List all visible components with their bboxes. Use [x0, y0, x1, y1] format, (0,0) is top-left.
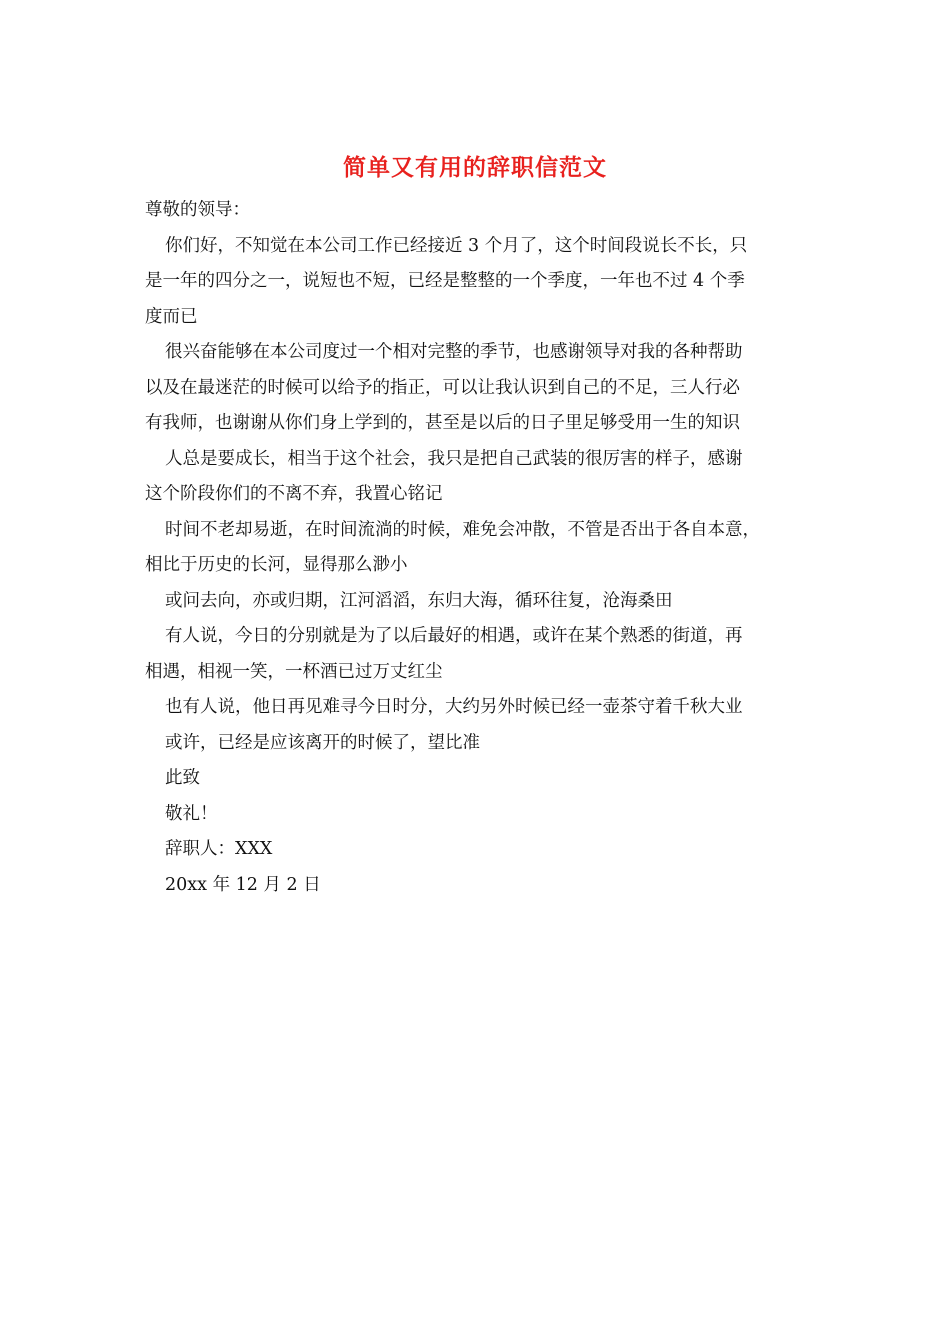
- paragraph-line: 时间不老却易逝，在时间流淌的时候，难免会冲散，不管是否出于各自本意，: [165, 519, 760, 540]
- date-line: 20xx 年 12 月 2 日: [165, 874, 321, 895]
- paragraph-line: 很兴奋能够在本公司度过一个相对完整的季节，也感谢领导对我的各种帮助: [165, 342, 743, 362]
- paragraph-line: 以及在最迷茫的时候可以给予的指正，可以让我认识到自己的不足，三人行必: [145, 377, 740, 398]
- letter-body: [145, 193, 810, 903]
- paragraph-line: 是一年的四分之一，说短也不短，已经是整整的一个季度，一年也不过 4 个季: [145, 271, 745, 291]
- paragraph-line: 你们好，不知觉在本公司工作已经接近 3 个月了，这个时间段说长不长，只: [165, 235, 748, 256]
- paragraph-line: 这个阶段你们的不离不弃，我置心铭记: [145, 484, 443, 504]
- paragraph-line: 相比于历史的长河，显得那么渺小: [145, 555, 408, 575]
- paragraph-line: 有我师，也谢谢从你们身上学到的，甚至是以后的日子里足够受用一生的知识: [145, 413, 740, 433]
- document-title: 简单又有用的辞职信范文: [343, 154, 607, 181]
- salutation: 尊敬的领导：: [145, 200, 250, 220]
- paragraph-line: 度而已: [145, 306, 198, 327]
- paragraph-line: 人总是要成长，相当于这个社会，我只是把自己武装的很厉害的样子，感谢: [165, 448, 743, 469]
- paragraph-line: 或许，已经是应该离开的时候了，望比准: [165, 732, 480, 753]
- closing-line: 敬礼！: [165, 803, 218, 824]
- paragraph-line: 也有人说，他日再见难寻今日时分，大约另外时候已经一壶茶守着千秋大业: [165, 697, 743, 717]
- closing-line: 此致: [165, 768, 200, 788]
- paragraph-line: 或问去向，亦或归期，江河滔滔，东归大海，循环往复，沧海桑田: [165, 590, 673, 611]
- signature-line: 辞职人：XXX: [165, 839, 273, 859]
- paragraph-line: 有人说，今日的分别就是为了以后最好的相遇，或许在某个熟悉的街道，再: [165, 626, 743, 646]
- paragraph-line: 相遇，相视一笑，一杯酒已过万丈红尘: [145, 661, 443, 682]
